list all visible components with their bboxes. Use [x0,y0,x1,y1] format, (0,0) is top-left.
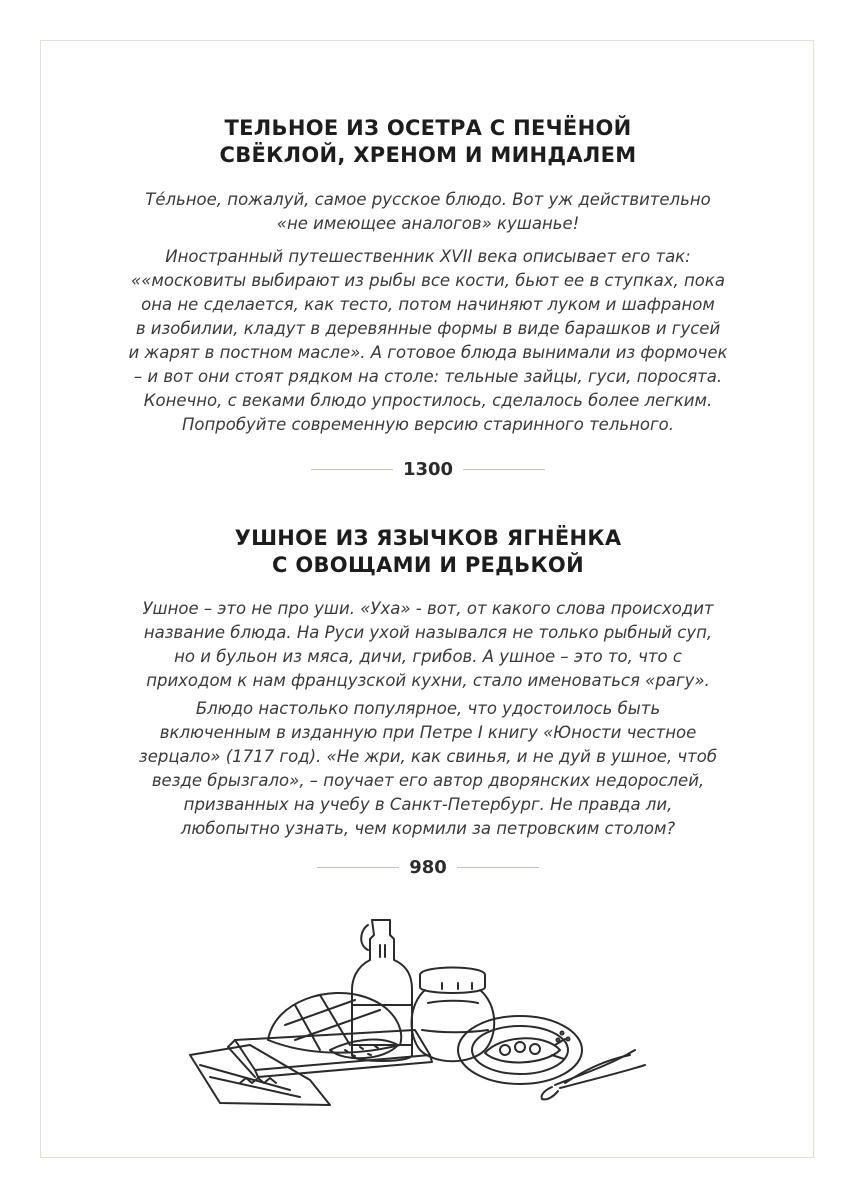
divider [463,469,545,470]
dish-1-price: 1300 [402,458,454,480]
napkin-icon [190,1045,330,1105]
food-still-life-illustration [180,905,650,1110]
plate-with-fish-icon [458,1016,582,1084]
dish-2-price: 980 [409,856,447,878]
bread-loaf-icon [268,993,401,1058]
dish-2-price-row [0,852,856,882]
dish-1-price-row [0,454,856,484]
dish-1-call-to-action: Попробуйте современную версию старинного тельного. [182,415,674,434]
dish-2-history: Блюдо настолько популярное, что удостоилось быть включенным в изданную при Петре I книгу «Юности честное зерцало» (1717 год). «Не жри, как свинья, и не дуй в ушное, чтоб везде брызгало», – поучает его автор дворянских недорослей, призванных на учебу в Санкт-Петербург. Не правда ли, любопытно узнать, чем кормили за петровским столом? [138,699,718,838]
dish-1-title: ТЕЛЬНОЕ ИЗ ОСЕТРА С ПЕЧЁНОЙ СВЁКЛОЙ, ХРЕНОМ И МИНДАЛЕМ [219,116,637,167]
dish-1-history: Иностранный путешественник XVII века описывает его так: ««московиты выбирают из рыбы все кости, бьют ее в ступках, пока она не сделается, как тесто, потом начиняют луком и шафраном в изобилии, кладут в деревянные формы в виде барашков и гусей и жарят в постном масле». А готовое блюда вынимали из формочек – и вот они стоят рядком на столе: тельные зайцы, гуси, поросята. Конечно, с веками блюдо упростилось, сделалось более легким. [128,247,728,410]
jar-icon [412,968,495,1062]
dish-2-title: УШНОЕ ИЗ ЯЗЫЧКОВ ЯГНЁНКА С ОВОЩАМИ И РЕДЬКОЙ [234,526,622,577]
divider [317,867,399,868]
dish-2-intro: Ушное – это не про уши. «Уха» - вот, от какого слова происходит название блюда. На Руси ухой назывался не только рыбный суп, но и бульон из мяса, дичи, грибов. А ушное – это то, что с приходом к нам французской кухни, стало именоваться «рагу». [142,599,714,690]
dish-1-intro: Те́льное, пожалуй, самое русское блюдо. Вот уж действительно «не имеющее аналогов» кушанье! [145,190,711,233]
divider [457,867,539,868]
divider [311,469,393,470]
